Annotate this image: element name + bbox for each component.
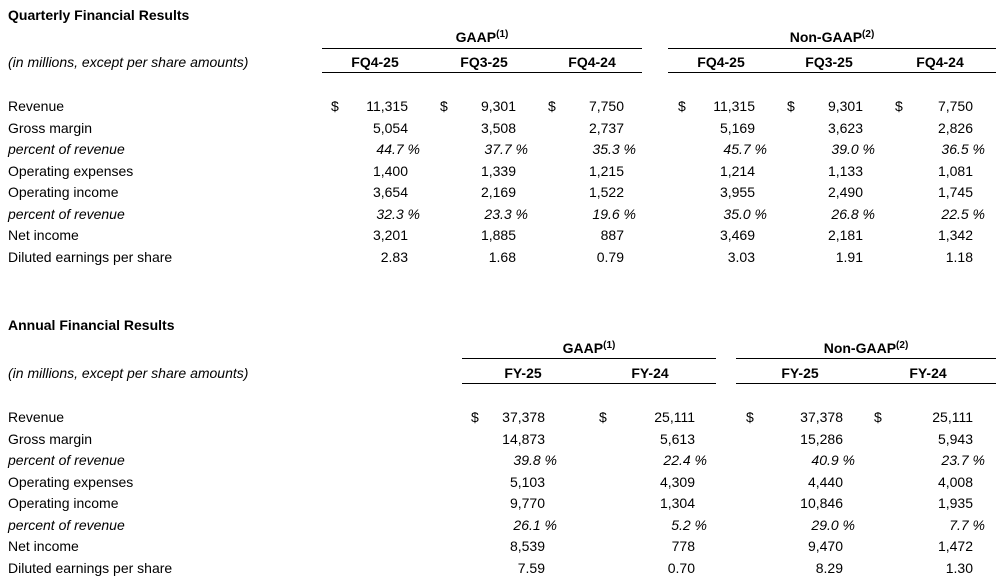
annual-value-cell: 5,613 xyxy=(659,430,695,447)
annual-value-cell: 5,943 xyxy=(937,430,973,447)
quarterly-value-cell: 35.0 % xyxy=(723,205,767,222)
annual-nongaap-header: Non-GAAP$^{(2)}$ xyxy=(823,340,909,356)
annual-value-cell: 4,309 xyxy=(659,473,695,490)
annual-column-header: FY-24 xyxy=(909,365,947,381)
annual-row-label: Gross margin xyxy=(8,430,93,447)
annual-value-cell: 778 xyxy=(671,538,695,554)
quarterly-title: Quarterly Financial Results xyxy=(8,7,190,23)
quarterly-dollar-sign: $ xyxy=(331,98,339,114)
annual-value-cell: 10,846 xyxy=(800,495,843,511)
quarterly-value-cell: 1,745 xyxy=(937,184,973,200)
quarterly-dollar-sign: $ xyxy=(895,98,903,114)
annual-dollar-sign: $ xyxy=(874,409,882,425)
annual-column-header: FY-25 xyxy=(781,365,819,381)
annual-value-cell: 39.8 % xyxy=(513,452,557,468)
annual-column-header: FY-25 xyxy=(504,365,542,381)
quarterly-value-cell: 1,215 xyxy=(588,162,624,179)
annual-column-header: FY-24 xyxy=(631,365,669,381)
quarterly-dollar-sign: $ xyxy=(787,98,795,114)
quarterly-value-cell: 1.68 xyxy=(488,248,516,265)
annual-row-label: Revenue xyxy=(8,409,65,425)
annual-title: Annual Financial Results xyxy=(8,317,175,333)
quarterly-value-cell: 1.18 xyxy=(945,248,973,265)
quarterly-column-header: FQ3-25 xyxy=(460,54,508,70)
annual-value-cell: 9,770 xyxy=(509,495,545,511)
annual-value-cell: 14,873 xyxy=(502,430,545,447)
annual-value-cell: 26.1 % xyxy=(513,516,557,533)
quarterly-value-cell: 2,181 xyxy=(827,227,863,243)
annual-row-label: percent of revenue xyxy=(8,516,125,533)
quarterly-gaap-rule xyxy=(322,48,642,49)
annual-gaap-colhead-rule xyxy=(462,383,716,384)
quarterly-dollar-sign: $ xyxy=(548,98,556,114)
quarterly-value-cell: 19.6 % xyxy=(592,205,636,222)
annual-value-cell: 37,378 xyxy=(502,409,545,425)
quarterly-column-header: FQ3-25 xyxy=(805,54,853,70)
quarterly-value-cell: 9,301 xyxy=(827,98,863,114)
quarterly-row-label: percent of revenue xyxy=(8,205,125,222)
quarterly-value-cell: 2,490 xyxy=(827,184,863,200)
annual-value-cell: 22.4 % xyxy=(663,452,707,468)
quarterly-row-label: Revenue xyxy=(8,98,65,114)
annual-row-label: Operating expenses xyxy=(8,473,134,490)
quarterly-value-cell: 1,342 xyxy=(937,227,973,243)
annual-value-cell: 8.29 xyxy=(815,559,843,576)
quarterly-row-label: Net income xyxy=(8,227,79,243)
annual-value-cell: 25,111 xyxy=(932,409,973,425)
quarterly-column-header: FQ4-25 xyxy=(697,54,745,70)
quarterly-value-cell: 26.8 % xyxy=(831,205,875,222)
quarterly-value-cell: 11,315 xyxy=(713,98,755,114)
quarterly-value-cell: 3,955 xyxy=(719,184,755,200)
quarterly-value-cell: 2,737 xyxy=(588,119,624,136)
annual-gaap-rule xyxy=(462,358,716,359)
annual-gaap-header: GAAP$^{(1)}$ xyxy=(562,340,616,356)
annual-value-cell: 1,935 xyxy=(937,495,973,511)
quarterly-value-cell: 39.0 % xyxy=(831,141,875,157)
annual-value-cell: 0.70 xyxy=(667,559,695,576)
quarterly-value-cell: 11,315 xyxy=(366,98,408,114)
quarterly-value-cell: 5,169 xyxy=(719,119,755,136)
annual-value-cell: 7.7 % xyxy=(949,516,985,533)
quarterly-row-label: Operating expenses xyxy=(8,162,134,179)
annual-value-cell: 1,304 xyxy=(659,495,695,511)
quarterly-value-cell: 7,750 xyxy=(588,98,624,114)
annual-row-label: Diluted earnings per share xyxy=(8,559,173,576)
quarterly-value-cell: 0.79 xyxy=(596,248,624,265)
annual-subtitle: (in millions, except per share amounts) xyxy=(8,365,249,381)
quarterly-nongaap-colhead-rule xyxy=(668,72,996,73)
annual-value-cell: 29.0 % xyxy=(811,516,855,533)
annual-dollar-sign: $ xyxy=(746,409,754,425)
annual-value-cell: 7.59 xyxy=(517,559,545,576)
quarterly-value-cell: 9,301 xyxy=(480,98,516,114)
quarterly-value-cell: 36.5 % xyxy=(941,141,985,157)
quarterly-gaap-header: GAAP$^{(1)}$ xyxy=(455,29,509,45)
quarterly-value-cell: 1,214 xyxy=(719,162,755,179)
quarterly-value-cell: 2,826 xyxy=(937,119,973,136)
quarterly-column-header: FQ4-24 xyxy=(916,54,964,70)
quarterly-value-cell: 35.3 % xyxy=(592,141,636,157)
quarterly-value-cell: 1,081 xyxy=(937,162,973,179)
annual-value-cell: 1,472 xyxy=(937,538,973,554)
quarterly-value-cell: 1.91 xyxy=(835,248,863,265)
quarterly-value-cell: 2,169 xyxy=(480,184,516,200)
annual-dollar-sign: $ xyxy=(599,409,607,425)
quarterly-row-label: Gross margin xyxy=(8,119,93,136)
annual-value-cell: 40.9 % xyxy=(811,452,855,468)
annual-row-label: percent of revenue xyxy=(8,452,125,468)
quarterly-nongaap-header: Non-GAAP$^{(2)}$ xyxy=(789,29,875,45)
quarterly-dollar-sign: $ xyxy=(678,98,686,114)
quarterly-value-cell: 1,522 xyxy=(588,184,624,200)
quarterly-row-label: percent of revenue xyxy=(8,141,125,157)
quarterly-value-cell: 45.7 % xyxy=(723,141,767,157)
annual-value-cell: 23.7 % xyxy=(941,452,985,468)
quarterly-value-cell: 3,508 xyxy=(480,119,516,136)
quarterly-row-label: Operating income xyxy=(8,184,119,200)
annual-value-cell: 9,470 xyxy=(807,538,843,554)
quarterly-value-cell: 2.83 xyxy=(380,248,408,265)
quarterly-gaap-colhead-rule xyxy=(322,72,642,73)
quarterly-value-cell: 1,133 xyxy=(827,162,863,179)
annual-row-label: Net income xyxy=(8,538,79,554)
annual-nongaap-colhead-rule xyxy=(736,383,996,384)
annual-value-cell: 5.2 % xyxy=(671,516,707,533)
quarterly-value-cell: 1,339 xyxy=(480,162,516,179)
annual-row-label: Operating income xyxy=(8,495,119,511)
quarterly-value-cell: 1,885 xyxy=(480,227,516,243)
annual-value-cell: 15,286 xyxy=(800,430,843,447)
quarterly-column-header: FQ4-24 xyxy=(568,54,616,70)
quarterly-row-label: Diluted earnings per share xyxy=(8,248,173,265)
quarterly-value-cell: 1,400 xyxy=(372,162,408,179)
annual-value-cell: 37,378 xyxy=(800,409,843,425)
annual-value-cell: 1.30 xyxy=(945,559,973,576)
quarterly-value-cell: 3.03 xyxy=(727,248,755,265)
quarterly-dollar-sign: $ xyxy=(440,98,448,114)
quarterly-value-cell: 7,750 xyxy=(937,98,973,114)
quarterly-value-cell: 3,201 xyxy=(372,227,408,243)
annual-value-cell: 5,103 xyxy=(509,473,545,490)
quarterly-value-cell: 3,654 xyxy=(372,184,408,200)
quarterly-value-cell: 3,623 xyxy=(827,119,863,136)
annual-value-cell: 25,111 xyxy=(654,409,695,425)
quarterly-value-cell: 37.7 % xyxy=(484,141,528,157)
quarterly-value-cell: 22.5 % xyxy=(941,205,985,222)
quarterly-column-header: FQ4-25 xyxy=(351,54,399,70)
quarterly-value-cell: 887 xyxy=(600,227,624,243)
quarterly-value-cell: 5,054 xyxy=(372,119,408,136)
quarterly-value-cell: 44.7 % xyxy=(376,141,420,157)
quarterly-subtitle: (in millions, except per share amounts) xyxy=(8,54,249,70)
annual-value-cell: 4,440 xyxy=(807,473,843,490)
annual-dollar-sign: $ xyxy=(471,409,479,425)
annual-value-cell: 8,539 xyxy=(509,538,545,554)
quarterly-value-cell: 23.3 % xyxy=(484,205,528,222)
quarterly-value-cell: 3,469 xyxy=(719,227,755,243)
quarterly-value-cell: 32.3 % xyxy=(376,205,420,222)
quarterly-nongaap-rule xyxy=(668,48,996,49)
annual-value-cell: 4,008 xyxy=(937,473,973,490)
annual-nongaap-rule xyxy=(736,358,996,359)
